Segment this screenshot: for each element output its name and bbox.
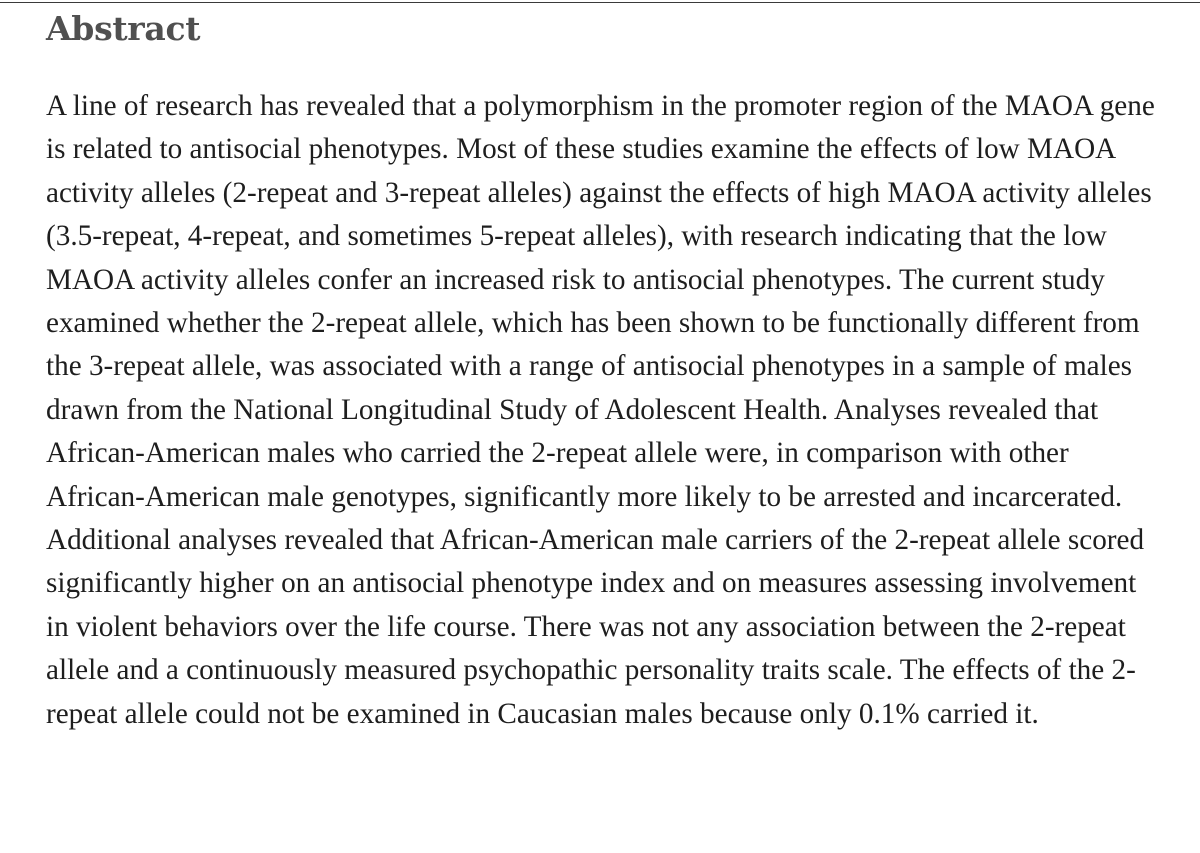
top-divider [0, 2, 1200, 3]
abstract-heading: Abstract [46, 9, 201, 48]
abstract-body: A line of research has revealed that a polymorphism in the promoter region of the MAOA gene is related to antisocial phenotypes. Most of these studies examine the effects of low MAOA activity alleles (2-repeat and 3-repeat alleles) against the effects of high MAOA activity alleles (3.5-repeat, 4-repeat, and sometimes 5-repeat alleles), with research indicating that the low MAOA activity alleles confer an increased risk to antisocial phenotypes. The current study examined whether the 2-repeat allele, which has been shown to be functionally different from the 3-repeat allele, was associated with a range of antisocial phenotypes in a sample of males drawn from the National Longitudinal Study of Adolescent Health. Analyses revealed that African-American males who carried the 2-repeat allele were, in comparison with other African-American male genotypes, significantly more likely to be arrested and incarcerated. Additional analyses revealed that African-American male carriers of the 2-repeat allele scored significantly higher on an antisocial phenotype index and on measures assessing involvement in violent behaviors over the life course. There was not any association between the 2-repeat allele and a continuously measured psychopathic personality traits scale. The effects of the 2-repeat allele could not be examined in Caucasian males because only 0.1% carried it. [46, 90, 1155, 730]
